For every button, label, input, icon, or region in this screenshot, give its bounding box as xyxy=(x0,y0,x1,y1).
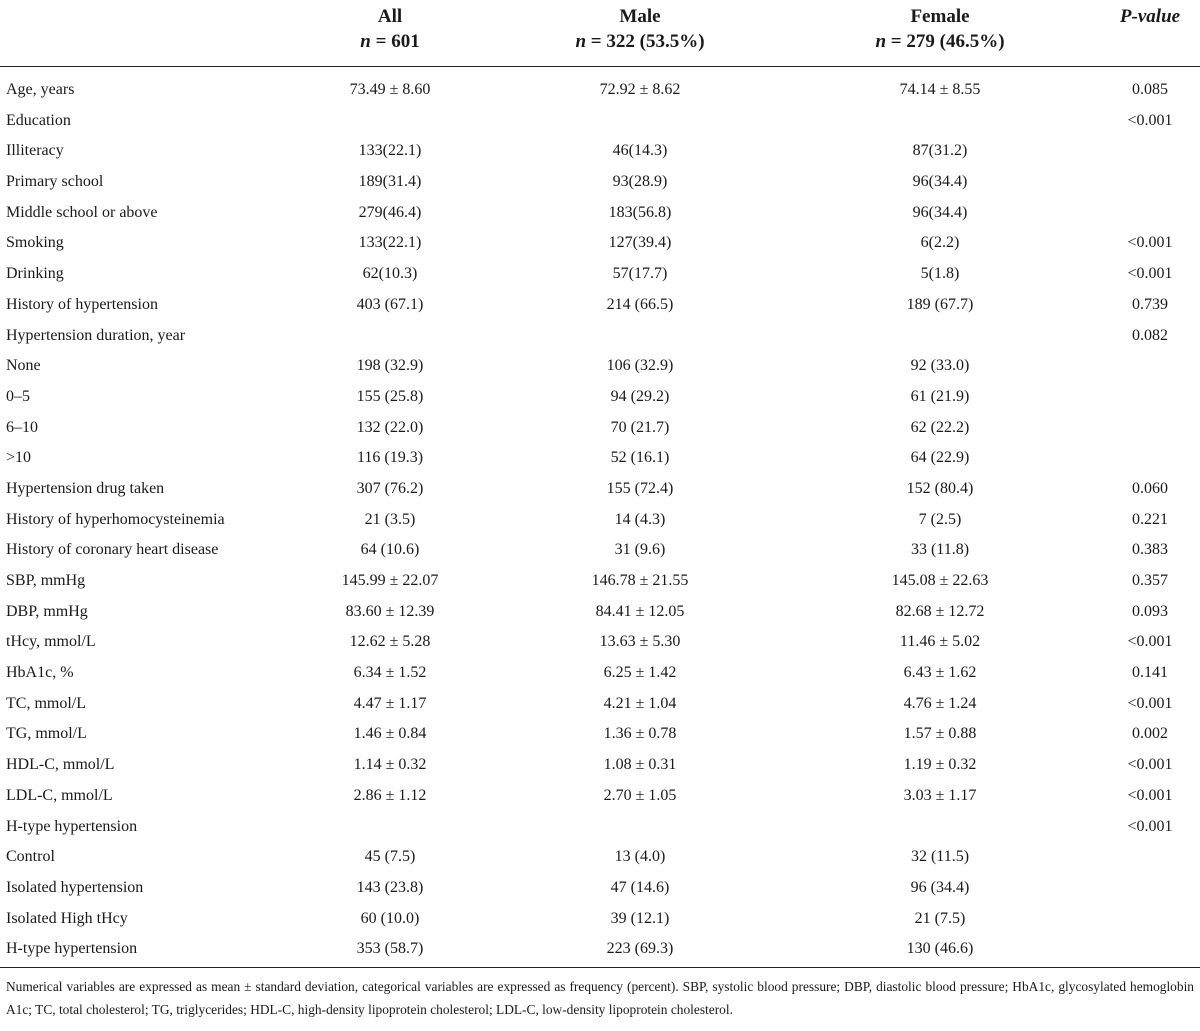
table-row xyxy=(0,228,1200,259)
cell-male: 2.70 ± 1.05 xyxy=(603,786,677,804)
header-all-n: n = 601 xyxy=(360,31,420,52)
row-label: tHcy, mmol/L xyxy=(6,633,96,651)
cell-pvalue: 0.002 xyxy=(1132,725,1168,743)
row-label: Middle school or above xyxy=(6,203,158,221)
cell-male: 14 (4.3) xyxy=(614,510,666,528)
cell-male: 4.21 ± 1.04 xyxy=(603,694,677,712)
table-row xyxy=(0,719,1200,750)
row-label: SBP, mmHg xyxy=(6,572,86,589)
cell-all: 21 (3.5) xyxy=(364,510,416,528)
cell-pvalue: 0.082 xyxy=(1132,326,1168,344)
cell-all: 403 (67.1) xyxy=(356,295,424,313)
cell-female: 82.68 ± 12.72 xyxy=(895,602,985,620)
cell-female: 130 (46.6) xyxy=(906,940,974,958)
row-label: History of hypertension xyxy=(6,295,158,313)
table-body xyxy=(0,75,1200,965)
table-row xyxy=(0,597,1200,628)
cell-male: 155 (72.4) xyxy=(606,479,674,497)
cell-all: 279(46.4) xyxy=(358,203,422,221)
table-row xyxy=(0,136,1200,167)
header-male xyxy=(540,4,740,54)
row-label: Hypertension duration, year xyxy=(6,326,186,344)
cell-male: 13.63 ± 5.30 xyxy=(599,633,681,651)
cell-female: 33 (11.8) xyxy=(910,541,970,559)
table-row xyxy=(0,812,1200,843)
cell-pvalue: 0.221 xyxy=(1132,510,1168,528)
cell-pvalue: <0.001 xyxy=(1127,694,1173,712)
cell-pvalue: <0.001 xyxy=(1127,633,1173,651)
table-row xyxy=(0,382,1200,413)
table-row xyxy=(0,934,1200,965)
cell-male: 13 (4.0) xyxy=(614,848,666,866)
row-label: None xyxy=(6,357,41,375)
table-footnote: Numerical variables are expressed as mean ± standard deviation, categorical variables are expressed as frequency (percent). SBP, systolic blood pressure; DBP, diastolic blood pressure; HbA1c, glycosylated hemoglobin A1c; TC, total cholesterol; TG, triglycerides; HDL-C, high-density lipoprotein cholesterol; LDL-C, low-density lipoprotein cholesterol. xyxy=(6,979,1194,1017)
cell-female: 152 (80.4) xyxy=(906,479,974,497)
table-row xyxy=(0,443,1200,474)
cell-all: 45 (7.5) xyxy=(364,848,416,866)
cell-all: 143 (23.8) xyxy=(356,878,424,896)
table-row xyxy=(0,566,1200,597)
cell-pvalue: 0.357 xyxy=(1132,572,1168,589)
cell-pvalue: <0.001 xyxy=(1127,111,1173,129)
header-male-n: n = 322 (53.5%) xyxy=(575,31,705,52)
cell-male: 183(56.8) xyxy=(608,203,672,221)
cell-female: 74.14 ± 8.55 xyxy=(899,81,981,98)
cell-pvalue: <0.001 xyxy=(1127,817,1173,835)
cell-male: 94 (29.2) xyxy=(610,387,670,405)
cell-all: 83.60 ± 12.39 xyxy=(345,602,435,620)
cell-male: 70 (21.7) xyxy=(610,418,670,436)
cell-all: 12.62 ± 5.28 xyxy=(349,633,431,651)
cell-female: 5(1.8) xyxy=(920,265,960,283)
cell-pvalue: <0.001 xyxy=(1127,756,1173,774)
row-label: History of hyperhomocysteinemia xyxy=(6,510,225,528)
table-row xyxy=(0,106,1200,137)
cell-all: 73.49 ± 8.60 xyxy=(349,81,431,98)
cell-male: 1.08 ± 0.31 xyxy=(603,756,677,774)
cell-all: 116 (19.3) xyxy=(356,449,424,467)
cell-female: 3.03 ± 1.17 xyxy=(903,786,977,804)
table-bottom-rule xyxy=(0,967,1200,968)
header-female-n: n = 279 (46.5%) xyxy=(875,31,1005,52)
row-label: Isolated hypertension xyxy=(6,878,144,896)
table-row xyxy=(0,290,1200,321)
row-label: 0–5 xyxy=(6,387,30,405)
cell-all: 62(10.3) xyxy=(362,265,418,283)
cell-all: 2.86 ± 1.12 xyxy=(353,786,427,804)
header-pvalue: P-value xyxy=(1119,6,1181,27)
header-female-title: Female xyxy=(910,6,970,27)
cell-male: 39 (12.1) xyxy=(610,909,670,927)
cell-male: 57(17.7) xyxy=(612,265,668,283)
cell-female: 96 (34.4) xyxy=(910,878,970,896)
cell-male: 214 (66.5) xyxy=(606,295,674,313)
cell-all: 1.46 ± 0.84 xyxy=(353,725,427,743)
table-row xyxy=(0,321,1200,352)
cell-all: 145.99 ± 22.07 xyxy=(341,572,439,589)
cell-male: 46(14.3) xyxy=(612,142,668,160)
cell-female: 62 (22.2) xyxy=(910,418,970,436)
table-row xyxy=(0,781,1200,812)
cell-female: 96(34.4) xyxy=(912,203,968,221)
row-label: >10 xyxy=(6,449,32,467)
table-row xyxy=(0,259,1200,290)
cell-pvalue: 0.093 xyxy=(1132,602,1168,620)
cell-all: 198 (32.9) xyxy=(356,357,424,375)
cell-all: 133(22.1) xyxy=(358,234,422,252)
row-label: H-type hypertension xyxy=(6,940,138,958)
table-row xyxy=(0,535,1200,566)
cell-all: 132 (22.0) xyxy=(356,418,424,436)
cell-male: 127(39.4) xyxy=(608,234,672,252)
table-row xyxy=(0,873,1200,904)
row-label: Smoking xyxy=(6,234,64,252)
cell-male: 93(28.9) xyxy=(612,173,668,191)
row-label: Illiteracy xyxy=(6,142,64,160)
row-label: History of coronary heart disease xyxy=(6,541,219,559)
row-label: LDL-C, mmol/L xyxy=(6,786,113,804)
cell-male: 146.78 ± 21.55 xyxy=(591,572,689,589)
cell-pvalue: <0.001 xyxy=(1127,234,1173,252)
cell-all: 1.14 ± 0.32 xyxy=(353,756,427,774)
row-label: Drinking xyxy=(6,265,64,283)
cell-all: 60 (10.0) xyxy=(360,909,420,927)
header-female xyxy=(840,4,1040,54)
cell-female: 7 (2.5) xyxy=(918,510,962,528)
table-row xyxy=(0,198,1200,229)
cell-male: 1.36 ± 0.78 xyxy=(603,725,677,743)
table-row xyxy=(0,904,1200,935)
cell-female: 96(34.4) xyxy=(912,173,968,191)
row-label: Isolated High tHcy xyxy=(6,909,128,927)
row-label: 6–10 xyxy=(6,418,38,436)
cell-male: 47 (14.6) xyxy=(610,878,670,896)
table-row xyxy=(0,351,1200,382)
cell-all: 353 (58.7) xyxy=(356,940,424,958)
cell-female: 145.08 ± 22.63 xyxy=(891,572,989,589)
table-row xyxy=(0,413,1200,444)
cell-female: 61 (21.9) xyxy=(910,387,970,405)
row-label: Control xyxy=(6,848,55,866)
table-row xyxy=(0,505,1200,536)
cell-female: 11.46 ± 5.02 xyxy=(899,633,981,651)
cell-all: 155 (25.8) xyxy=(356,387,424,405)
cell-female: 32 (11.5) xyxy=(910,848,970,866)
row-label: Age, years xyxy=(6,81,75,98)
cell-female: 4.76 ± 1.24 xyxy=(903,694,977,712)
table-row xyxy=(0,658,1200,689)
table-row xyxy=(0,627,1200,658)
table-row xyxy=(0,689,1200,720)
table-row xyxy=(0,167,1200,198)
cell-pvalue: 0.060 xyxy=(1132,479,1168,497)
row-label: DBP, mmHg xyxy=(6,602,88,620)
row-label: H-type hypertension xyxy=(6,817,138,835)
row-label: TG, mmol/L xyxy=(6,725,87,743)
cell-all: 4.47 ± 1.17 xyxy=(353,694,427,712)
cell-female: 6.43 ± 1.62 xyxy=(903,664,977,682)
cell-female: 6(2.2) xyxy=(920,234,960,252)
row-label: Primary school xyxy=(6,173,104,191)
row-label: Hypertension drug taken xyxy=(6,479,165,497)
cell-all: 189(31.4) xyxy=(358,173,422,191)
cell-pvalue: 0.739 xyxy=(1132,295,1168,313)
cell-female: 64 (22.9) xyxy=(910,449,970,467)
table-row xyxy=(0,75,1200,106)
cell-pvalue: 0.085 xyxy=(1132,81,1168,98)
cell-male: 31 (9.6) xyxy=(614,541,666,559)
cell-male: 84.41 ± 12.05 xyxy=(595,602,685,620)
cell-female: 189 (67.7) xyxy=(906,295,974,313)
cell-all: 6.34 ± 1.52 xyxy=(353,664,427,682)
cell-male: 106 (32.9) xyxy=(606,357,674,375)
cell-male: 72.92 ± 8.62 xyxy=(599,81,681,98)
row-label: HDL-C, mmol/L xyxy=(6,756,115,774)
cell-male: 6.25 ± 1.42 xyxy=(603,664,677,682)
cell-pvalue: 0.141 xyxy=(1132,664,1168,682)
cell-pvalue: 0.383 xyxy=(1132,541,1168,559)
header-male-title: Male xyxy=(619,6,661,27)
row-label: Education xyxy=(6,111,71,129)
header-all xyxy=(300,4,480,54)
table-header xyxy=(0,0,1200,67)
cell-all: 64 (10.6) xyxy=(360,541,420,559)
table-row xyxy=(0,474,1200,505)
cell-all: 307 (76.2) xyxy=(356,479,424,497)
header-all-title: All xyxy=(377,6,403,27)
cell-female: 1.57 ± 0.88 xyxy=(903,725,977,743)
cell-female: 87(31.2) xyxy=(912,142,968,160)
cell-female: 21 (7.5) xyxy=(914,909,966,927)
row-label: TC, mmol/L xyxy=(6,694,86,712)
cell-pvalue: <0.001 xyxy=(1127,786,1173,804)
cell-male: 223 (69.3) xyxy=(606,940,674,958)
cell-male: 52 (16.1) xyxy=(610,449,670,467)
cell-all: 133(22.1) xyxy=(358,142,422,160)
cell-female: 1.19 ± 0.32 xyxy=(903,756,977,774)
table-row xyxy=(0,842,1200,873)
table-row xyxy=(0,750,1200,781)
row-label: HbA1c, % xyxy=(6,664,74,682)
cell-female: 92 (33.0) xyxy=(910,357,970,375)
cell-pvalue: <0.001 xyxy=(1127,265,1173,283)
